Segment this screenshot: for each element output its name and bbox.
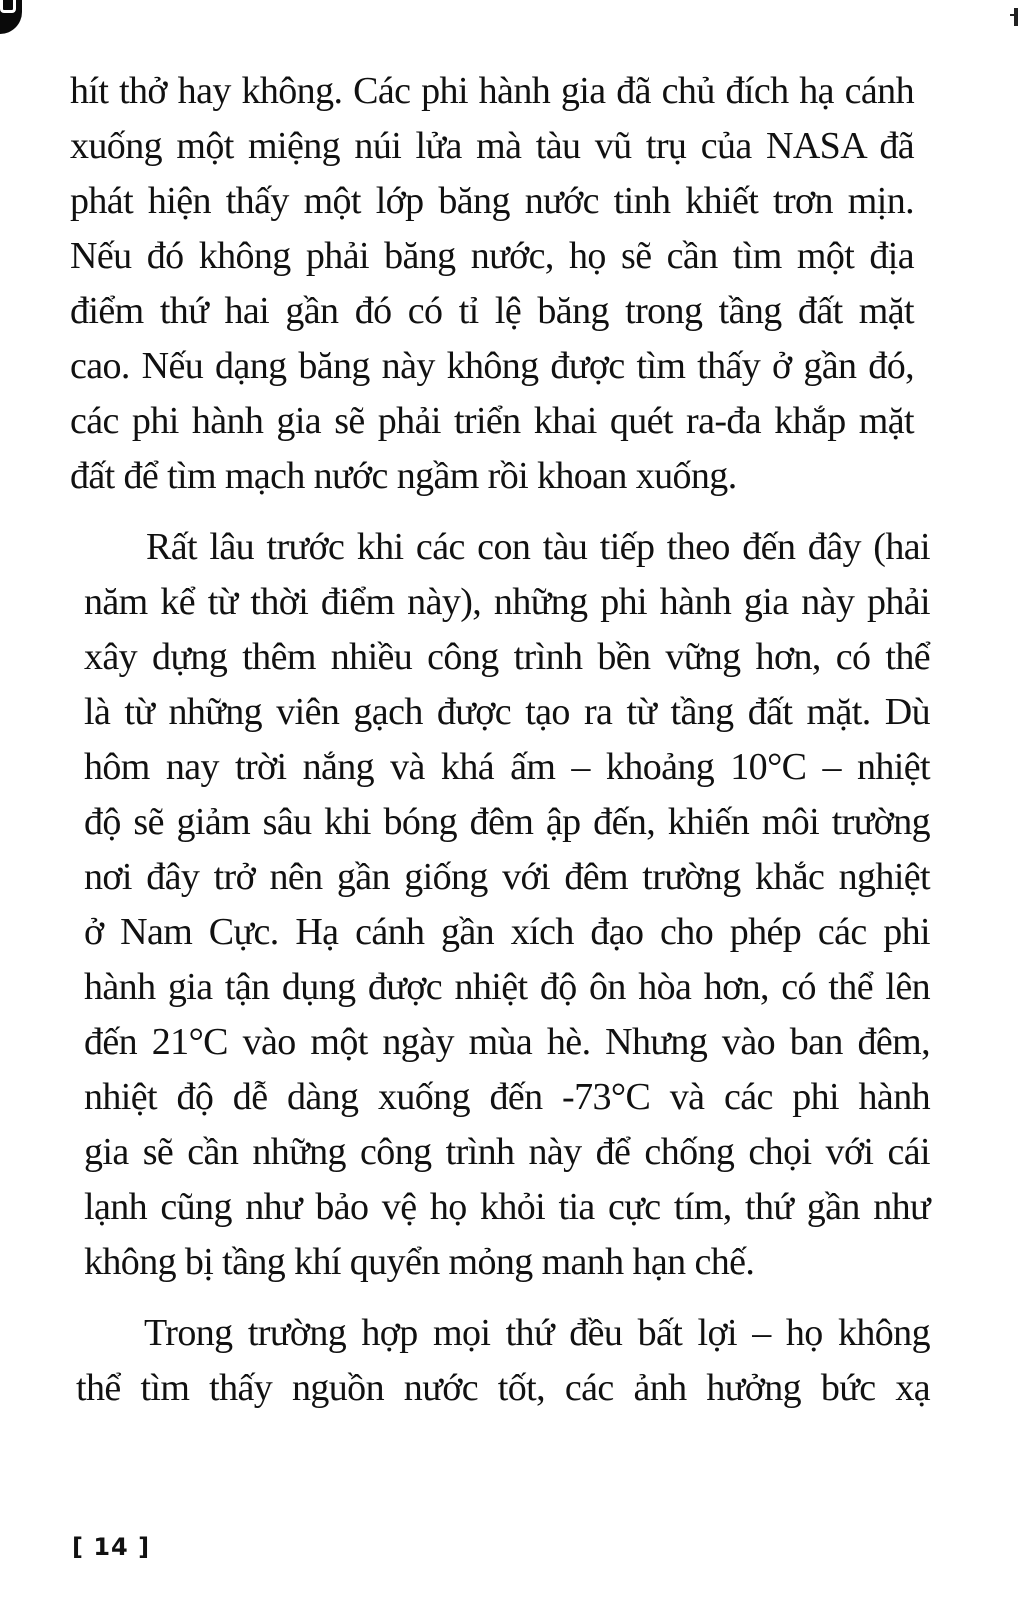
text-line: không bị tầng khí quyển mỏng manh hạn chế. bbox=[84, 1241, 755, 1283]
text-line: các phi hành gia sẽ phải triển khai quét ra-đa khắp mặt bbox=[70, 400, 914, 442]
text-line: phát hiện thấy một lớp băng nước tinh khiết trơn mịn. bbox=[70, 180, 914, 222]
text-line: là từ những viên gạch được tạo ra từ tầng đất mặt. Dù bbox=[84, 691, 930, 733]
text-line: năm kể từ thời điểm này), những phi hành gia này phải bbox=[84, 581, 930, 623]
text-line-indented: Trong trường hợp mọi thứ đều bất lợi – họ không bbox=[144, 1312, 930, 1354]
text-line: lạnh cũng như bảo vệ họ khỏi tia cực tím, thứ gần như bbox=[84, 1186, 930, 1228]
chapter-tab-marker bbox=[0, 0, 22, 34]
text-line: hôm nay trời nắng và khá ấm – khoảng 10°C – nhiệt bbox=[84, 746, 930, 788]
paragraph-3 bbox=[70, 1306, 930, 1416]
text-line: thể tìm thấy nguồn nước tốt, các ảnh hưởng bức xạ bbox=[76, 1367, 930, 1409]
text-line: gia sẽ cần những công trình này để chống chọi với cái bbox=[84, 1131, 930, 1173]
text-line-indented: Rất lâu trước khi các con tàu tiếp theo đến đây (hai bbox=[146, 526, 930, 568]
text-line: hành gia tận dụng được nhiệt độ ôn hòa hơn, có thể lên bbox=[84, 966, 930, 1008]
paragraph-2 bbox=[70, 520, 930, 1290]
page-edge-mark bbox=[1014, 8, 1018, 26]
paragraph-1 bbox=[70, 64, 930, 504]
text-line: điểm thứ hai gần đó có tỉ lệ băng trong tầng đất mặt bbox=[70, 290, 914, 332]
page-body-text bbox=[70, 64, 930, 1416]
text-line: cao. Nếu dạng băng này không được tìm thấy ở gần đó, bbox=[70, 345, 914, 387]
text-line: Nếu đó không phải băng nước, họ sẽ cần tìm một địa bbox=[70, 235, 914, 277]
text-line: xuống một miệng núi lửa mà tàu vũ trụ của NASA đã bbox=[70, 125, 914, 167]
chapter-tab-glyph-icon bbox=[0, 0, 16, 13]
text-line: nơi đây trở nên gần giống với đêm trường khắc nghiệt bbox=[84, 856, 930, 898]
page-number: [ 14 ] bbox=[72, 1533, 151, 1561]
text-line: ở Nam Cực. Hạ cánh gần xích đạo cho phép các phi bbox=[84, 911, 930, 953]
text-line: đất để tìm mạch nước ngầm rồi khoan xuống. bbox=[70, 455, 737, 497]
text-line: xây dựng thêm nhiều công trình bền vững hơn, có thể bbox=[84, 636, 930, 678]
text-line: đến 21°C vào một ngày mùa hè. Nhưng vào ban đêm, bbox=[84, 1021, 930, 1063]
text-line: hít thở hay không. Các phi hành gia đã chủ đích hạ cánh bbox=[70, 70, 914, 112]
text-line: độ sẽ giảm sâu khi bóng đêm ập đến, khiến môi trường bbox=[84, 801, 930, 843]
text-line: nhiệt độ dễ dàng xuống đến -73°C và các phi hành bbox=[84, 1076, 930, 1118]
